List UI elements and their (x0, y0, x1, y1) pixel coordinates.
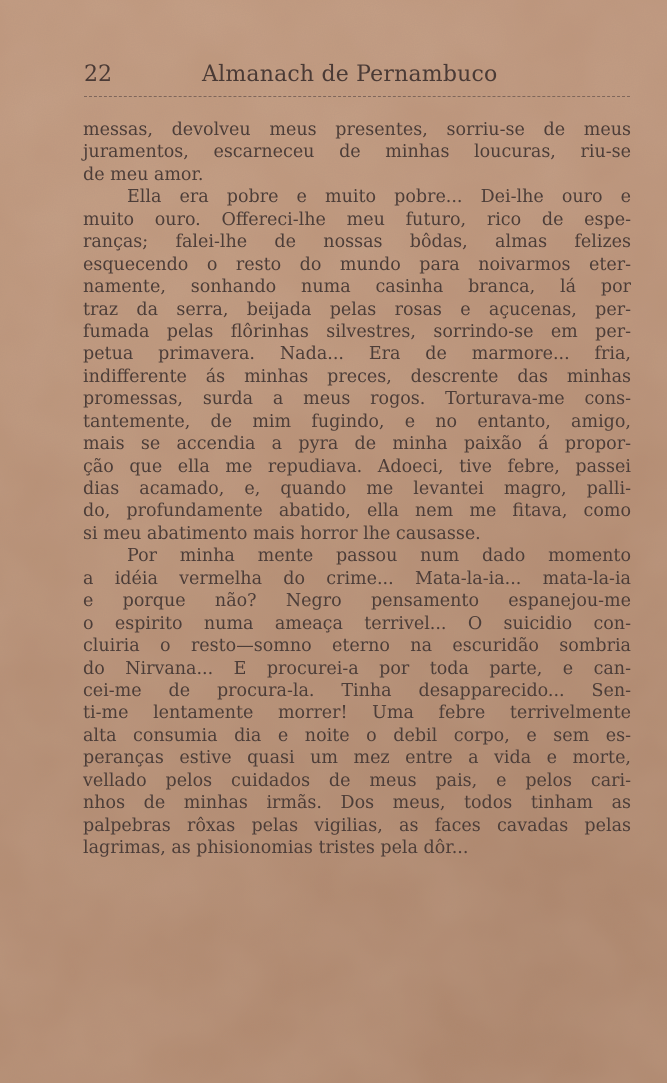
text-line: nhos de minhas irmãs. Dos meus, todos tinham as (83, 793, 631, 814)
text-line: messas, devolveu meus presentes, sorriu-se de meus (83, 120, 631, 140)
text-line: vellado pelos cuidados de meus pais, e pelos cari- (83, 770, 631, 791)
page-number: 22 (84, 62, 112, 87)
text-line: si meu abatimento mais horror lhe causasse. (83, 523, 481, 544)
text-line: ção que ella me repudiava. Adoeci, tive febre, passei (83, 456, 631, 477)
text-line: peranças estive quasi um mez entre a vida e morte, (83, 748, 631, 769)
text-line: namente, sonhando numa casinha branca, lá por (83, 277, 631, 298)
text-line: de meu amor. (83, 164, 204, 185)
page-header (84, 58, 630, 100)
text-line: esquecendo o resto do mundo para noivarmos eter- (83, 254, 631, 275)
text-line: do, profundamente abatido, ella nem me fitava, como (83, 501, 631, 522)
text-line: petua primavera. Nada... Era de marmore... fria, (83, 344, 631, 365)
text-line: tantemente, de mim fugindo, e no entanto, amigo, (83, 411, 631, 432)
paragraph (83, 186, 631, 545)
text-line: a idéia vermelha do crime... Mata-la-ia... mata-la-ia (83, 568, 631, 589)
paragraph (83, 119, 631, 186)
text-line: cluiria o resto—somno eterno na escuridão sombria (83, 636, 631, 657)
text-line: ranças; falei-lhe de nossas bôdas, almas felizes (83, 232, 631, 253)
text-line: alta consumia dia e noite o debil corpo, e sem es- (83, 725, 631, 746)
text-line: do Nirvana... E procurei-a por toda parte, e can- (83, 658, 631, 679)
text-line: o espirito numa ameaça terrivel... O suicidio con- (83, 613, 631, 634)
text-line: e porque não? Negro pensamento espanejou-me (83, 591, 631, 612)
text-line: traz da serra, beijada pelas rosas e açucenas, per- (83, 299, 631, 320)
text-line: ti-me lentamente morrer! Uma febre terrivelmente (83, 703, 631, 724)
text-line: dias acamado, e, quando me levantei magro, palli- (83, 479, 631, 499)
text-line: Por minha mente passou num dado momento (127, 546, 631, 567)
text-line: Ella era pobre e muito pobre... Dei-lhe ouro e (127, 187, 631, 208)
header-rule (84, 96, 630, 97)
text-line: fumada pelas flôrinhas silvestres, sorrindo-se em per- (83, 321, 631, 342)
text-line: mais se accendia a pyra de minha paixão á propor- (83, 434, 631, 455)
text-line: lagrimas, as phisionomias tristes pela dôr... (83, 838, 469, 858)
running-title: Almanach de Pernambuco (202, 62, 498, 87)
text-line: indifferente ás minhas preces, descrente das minhas (83, 366, 631, 387)
text-line: palpebras rôxas pelas vigilias, as faces cavadas pelas (83, 815, 631, 836)
body-text (83, 119, 631, 859)
text-line: cei-me de procura-la. Tinha desapparecido... Sen- (83, 680, 631, 701)
paragraph (83, 545, 631, 859)
text-line: juramentos, escarneceu de minhas loucuras, riu-se (83, 142, 631, 163)
text-line: muito ouro. Offereci-lhe meu futuro, rico de espe- (83, 209, 631, 230)
text-line: promessas, surda a meus rogos. Torturava-me cons- (83, 389, 631, 410)
